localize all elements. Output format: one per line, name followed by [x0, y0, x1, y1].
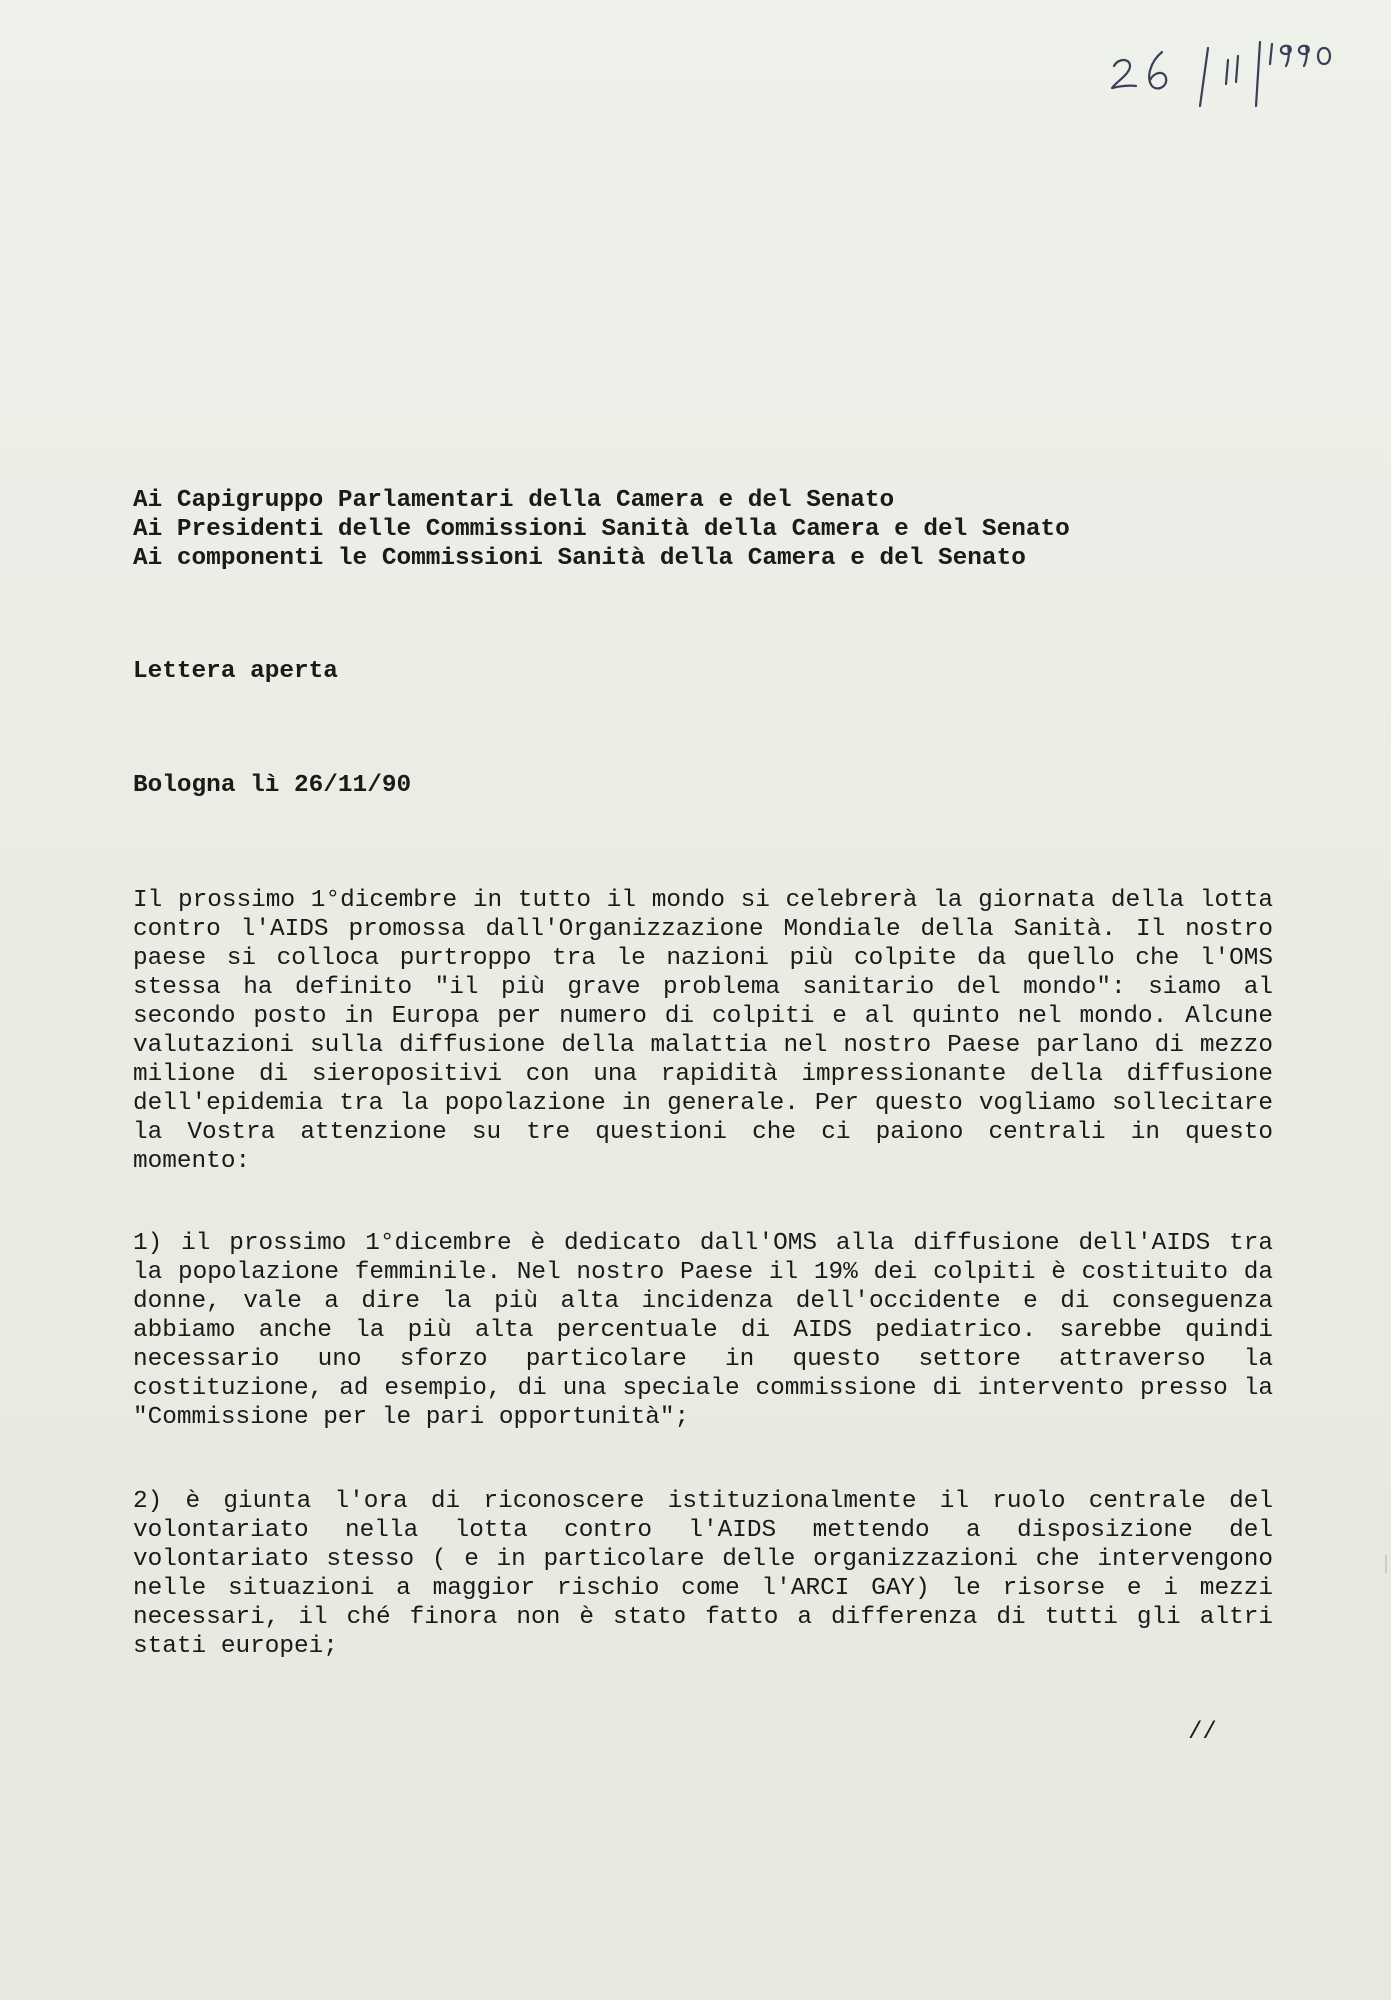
addressee-block [133, 486, 1273, 573]
letter-subject: Lettera aperta [133, 658, 338, 685]
point-2-paragraph: 2) è giunta l'ora di riconoscere istituzionalmente il ruolo centrale del volontariato nella lotta contro l'AIDS mettendo a disposizione del volontariato stesso ( e in particolare delle organizzazioni che intervengono nelle situazioni a maggior rischio come l'ARCI GAY) le risorse e i mezzi necessari, il ché finora non è stato fatto a differenza di tutti gli altri stati europei; [133, 1488, 1273, 1660]
addressee-line: Ai componenti le Commissioni Sanità della Camera e del Senato [133, 545, 1026, 572]
place-and-date: Bologna lì 26/11/90 [133, 772, 412, 799]
handwritten-date-ink [1100, 22, 1380, 112]
intro-paragraph: Il prossimo 1°dicembre in tutto il mondo si celebrerà la giornata della lotta contro l'AIDS promossa dall'Organizzazione Mondiale della Sanità. Il nostro paese si colloca purtroppo tra le nazioni più colpite da quello che l'OMS stessa ha definito "il più grave problema sanitario del mondo": siamo al secondo posto in Europa per numero di colpiti e al quinto nel mondo. Alcune valutazioni sulla diffusione della malattia nel nostro Paese parlano di mezzo milione di sieropositivi con una rapidità impressionante della diffusione dell'epidemia tra la popolazione in generale. Per questo vogliamo sollecitare la Vostra attenzione su tre questioni che ci paiono centrali in questo momento: [133, 887, 1273, 1175]
point-1-paragraph: 1) il prossimo 1°dicembre è dedicato dall'OMS alla diffusione dell'AIDS tra la popolazione femminile. Nel nostro Paese il 19% dei colpiti è costituito da donne, vale a dire la più alta incidenza dell'occidente e di conseguenza abbiamo anche la più alta percentuale di AIDS pediatrico. sarebbe quindi necessario uno sforzo particolare in questo settore attraverso la costituzione, ad esempio, di una speciale commissione di intervento presso la "Commissione per le pari opportunità"; [133, 1230, 1273, 1431]
handwritten-date [1100, 22, 1380, 112]
addressee-line: Ai Capigruppo Parlamentari della Camera e del Senato [133, 487, 895, 514]
scan-artifact [1385, 1555, 1387, 1573]
addressee-line: Ai Presidenti delle Commissioni Sanità della Camera e del Senato [133, 516, 1070, 543]
continuation-mark: // [1188, 1719, 1217, 1746]
